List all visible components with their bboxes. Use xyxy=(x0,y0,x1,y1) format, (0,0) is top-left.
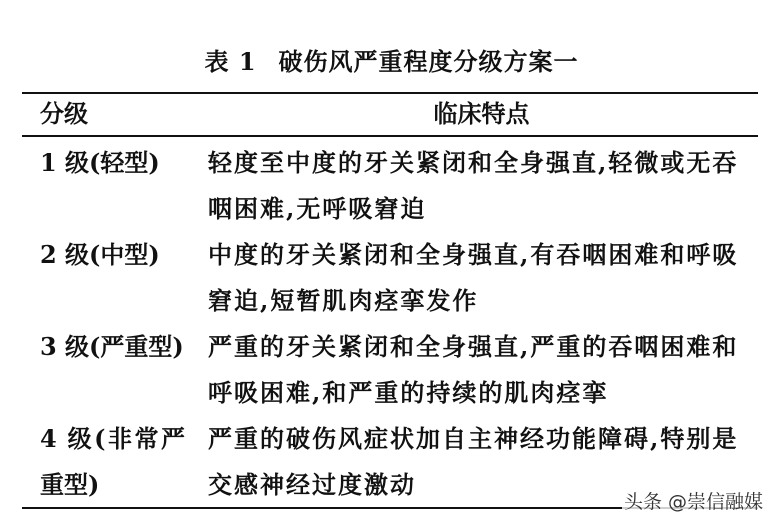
grade-cell: 2 级(中型) xyxy=(40,240,160,269)
grade-cell: 3 级(严重型) xyxy=(40,332,184,361)
table-row xyxy=(0,324,777,416)
feature-cell: 轻度至中度的牙关紧闭和全身强直,轻微或无吞咽困难,无呼吸窘迫 xyxy=(208,148,739,223)
table-row xyxy=(0,140,777,232)
source-watermark: 头条 @崇信融媒 xyxy=(622,487,765,514)
table-top-rule xyxy=(22,92,758,94)
feature-cell: 严重的牙关紧闭和全身强直,严重的吞咽困难和呼吸困难,和严重的持续的肌肉痉挛 xyxy=(208,332,739,407)
grade-cell: 4 级(非常严重型) xyxy=(40,424,185,499)
table-row xyxy=(0,232,777,324)
table-title: 破伤风严重程度分级方案一 xyxy=(278,47,579,76)
header-clinical-features: 临床特点 xyxy=(433,99,530,128)
table-number: 表 1 xyxy=(204,47,257,76)
grade-cell: 1 级(轻型) xyxy=(40,148,160,177)
feature-cell: 严重的破伤风症状加自主神经功能障碍,特别是交感神经过度激动 xyxy=(208,424,739,499)
header-grade: 分级 xyxy=(40,99,88,128)
table-caption xyxy=(0,42,777,77)
feature-cell: 中度的牙关紧闭和全身强直,有吞咽困难和呼吸窘迫,短暂肌肉痉挛发作 xyxy=(208,240,739,315)
table-header-rule xyxy=(22,135,758,137)
